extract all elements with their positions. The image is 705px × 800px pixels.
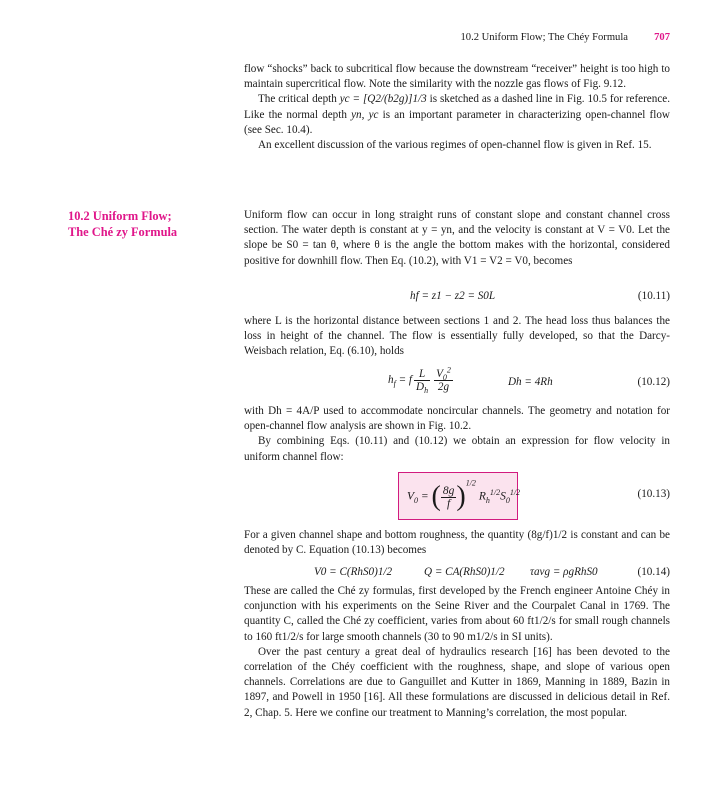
chezy-formulas-paragraph-block: [244, 584, 670, 721]
section-heading: [68, 208, 228, 240]
paragraph-uniform-flow: Uniform flow can occur in long straight runs of constant slope and constant channel cross section. The water depth is constant at y = yn, and the velocity is constant at V = V0. Let the slope be S0 = tan θ, where θ is the angle the bottom makes with the horizontal, considered positive for downhill flow. Then Eq. (10.2), with V1 = V2 = V0, becomes: [244, 209, 670, 267]
section-heading-line2: The Ché zy Formula: [68, 225, 178, 239]
fraction-l-over-dh: $\frac{L}{D_h}$: [416, 368, 429, 396]
hydraulic-diameter-expression: Dh = 4Rh: [508, 376, 553, 388]
discharge-formula: Q = CA(RhS0)1/2: [424, 566, 505, 578]
running-title: 10.2 Uniform Flow; The Chéy Formula: [460, 32, 628, 43]
running-header: [244, 32, 670, 48]
paragraph-shocks: flow “shocks” back to subcritical flow because the downstream “receiver” height is too high to maintain supercritical flow. Note the similarity with the nozzle gas flows of Fig. 9.12.: [244, 63, 670, 91]
uniform-flow-paragraph-block: [244, 208, 670, 269]
noncircular-paragraph-block: [244, 404, 670, 465]
paragraph-head-loss: where L is the horizontal distance between sections 1 and 2. The head loss thus balances the loss in height of the channel. The flow is essentially fully developed, so that the Darcy-Weisbach relation, Eq. (6.10), holds: [244, 315, 670, 358]
equation-10-11-expression: hf = z1 − z2 = S0L: [410, 290, 496, 302]
head-loss-paragraph-block: [244, 314, 670, 360]
equation-10-14-number: (10.14): [637, 566, 670, 578]
equation-10-12: [244, 366, 670, 402]
chezy-constant-paragraph-block: [244, 528, 670, 558]
fraction-v-squared-over-2g: $\frac{V_0^2}{2g}$: [436, 365, 451, 393]
paragraph-critical-depth: The critical depth yc = [Q2/(b2g)]1/3 is sketched as a dashed line in Fig. 10.5 for reference. Like the normal depth yn, yc is an important parameter in characterizing open-channel flow (see Sec. 10.4).: [244, 93, 671, 136]
equation-10-12-number: (10.12): [637, 376, 670, 388]
equation-10-14: [244, 566, 670, 586]
shear-stress-formula: τavg = ρgRhS0: [530, 566, 598, 578]
top-text-block: [244, 62, 670, 153]
page-number: 707: [654, 32, 670, 43]
paragraph-noncircular: with Dh = 4A/P used to accommodate noncircular channels. The geometry and notation for open-channel flow analysis are shown in Fig. 10.2.: [244, 405, 670, 433]
section-heading-line1: 10.2 Uniform Flow;: [68, 209, 172, 223]
paragraph-combining: By combining Eqs. (10.11) and (10.12) we obtain an expression for flow velocity in uniform channel flow:: [244, 435, 670, 463]
velocity-formula: V0 = C(RhS0)1/2: [314, 566, 393, 578]
paragraph-chezy-constant: For a given channel shape and bottom roughness, the quantity (8g/f)1/2 is constant and can be denoted by C. Equation (10.13) becomes: [244, 529, 670, 557]
critical-depth-formula: yc = [Q2/(b2g)]1/3: [339, 93, 427, 106]
paragraph-regimes: An excellent discussion of the various regimes of open-channel flow is given in Ref. 15.: [258, 139, 652, 152]
darcy-weisbach-expression: $h_f = f$ $\frac{L}{D_h}$ $\frac{V_0^2}{2g}$: [388, 365, 451, 396]
equation-10-13: [244, 488, 670, 508]
equation-10-13-number: (10.13): [637, 488, 670, 500]
paragraph-hydraulics-research: Over the past century a great deal of hydraulics research [16] has been devoted to the correlation of the Chéy coefficient with the roughness, shape, and slope of various open channels. Correlations are due to Ganguillet and Kutter in 1869, Manning in 1889, Bazin in 1897, and Powell in 1950 [16]. All these formulations are discussed in delicious detail in Ref. 2, Chap. 5. Here we confine our treatment to Manning’s correlation, the most popular.: [244, 645, 670, 719]
equation-10-11-number: (10.11): [637, 290, 670, 302]
equation-10-11: [244, 290, 670, 310]
paragraph-chezy-formulas: These are called the Ché zy formulas, first developed by the French engineer Antoine Chéy in conjunction with his experiments on the Seine River and the Courpalet Canal in 1769. The quantity C, called the Ché zy coefficient, varies from about 60 ft1/2/s for small rough channels to 160 ft1/2/s for large smooth channels (30 to 90 m1/2/s in SI units).: [244, 585, 670, 643]
chezy-velocity-expression: $V_0$ = ( $\frac{8g}{f}$ )$^{1/2}$ $R_h^{1/2}S_0^{1/2}$: [407, 478, 521, 512]
